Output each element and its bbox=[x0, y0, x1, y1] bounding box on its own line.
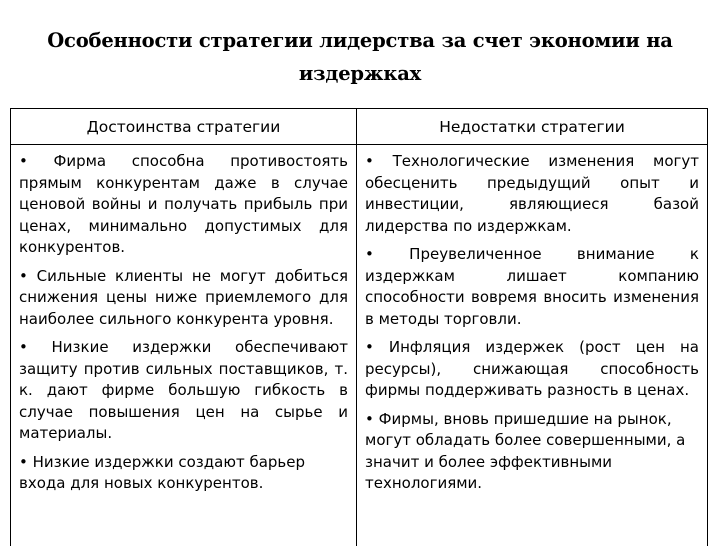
disadvantages-cell bbox=[357, 145, 708, 546]
header-disadvantages: Недостатки стратегии bbox=[357, 109, 708, 145]
page-title: Особенности стратегии лидерства за счет экономии на издержках bbox=[40, 24, 680, 90]
disadvantage-item: • Фирмы, вновь пришедшие на рынок, могут обладать более совершенными, а значит и более эффективными технологиями. bbox=[365, 409, 699, 495]
header-advantages: Достоинства стратегии bbox=[11, 109, 357, 145]
advantage-item: • Сильные клиенты не могут добиться снижения цены ниже приемлемого для наиболее сильного конкурента уровня. bbox=[19, 266, 348, 331]
table-row bbox=[11, 145, 708, 546]
advantage-item: • Низкие издержки обеспечивают защиту против сильных поставщиков, т. к. дают фирме большую гибкость в случае повышения цен на сырье и материалы. bbox=[19, 337, 348, 445]
disadvantage-item: • Технологические изменения могут обесценить предыдущий опыт и инвестиции, являющиеся базой лидерства по издержкам. bbox=[365, 151, 699, 237]
advantage-item: • Низкие издержки создают барьер входа для новых конкурентов. bbox=[19, 452, 348, 495]
disadvantage-item: • Преувеличенное внимание к издержкам лишает компанию способности вовремя вносить изменения в методы торговли. bbox=[365, 244, 699, 330]
comparison-table bbox=[10, 108, 708, 546]
advantage-item: • Фирма способна противостоять прямым конкурентам даже в случае ценовой войны и получать прибыль при ценах, минимально допустимых для конкурентов. bbox=[19, 151, 348, 259]
disadvantage-item: • Инфляция издержек (рост цен на ресурсы), снижающая способность фирмы поддерживать разность в ценах. bbox=[365, 337, 699, 402]
table-header-row bbox=[11, 109, 708, 145]
advantages-cell bbox=[11, 145, 357, 546]
